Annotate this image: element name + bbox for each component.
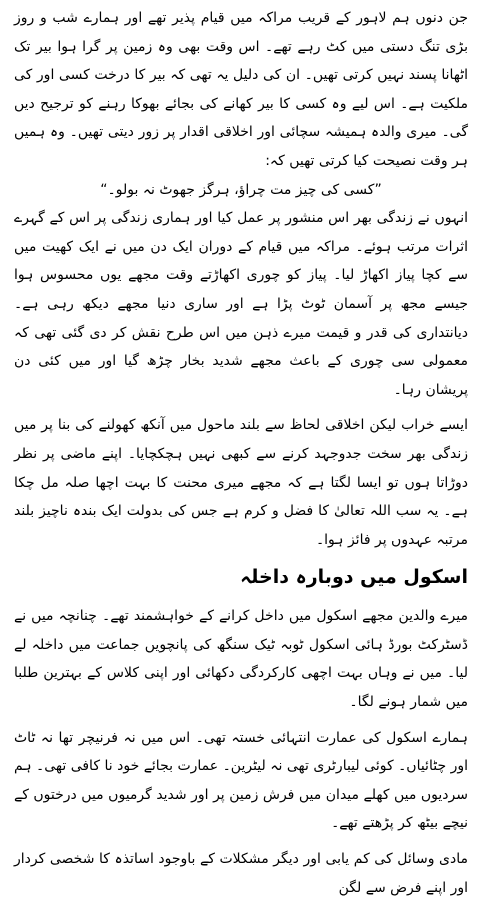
- mother-advice-quote: ”کسی کی چیز مت چراؤ، ہرگز جھوٹ نہ بولو۔“: [100, 181, 382, 198]
- paragraph-admission: میرے والدین مجھے اسکول میں داخل کرانے کے خواہشمند تھے۔ چنانچہ میں نے ڈسٹرکٹ بورڈ ہائی اسکول ٹوبہ ٹیک سنگھ کی پانچویں جماعت میں داخلہ لے لیا۔ میں نے وہاں بہت اچھی کارکردگی دکھائی اور اپنی کلاس کے بہترین طلبا میں شمار ہونے لگا۔: [14, 608, 468, 711]
- section-heading: اسکول میں دوبارہ داخلہ: [240, 566, 468, 589]
- paragraph-mother-honesty: جن دنوں ہم لاہور کے قریب مراکہ میں قیام پذیر تھے اور ہمارے شب و روز بڑی تنگ دستی میں کٹ رہے تھے۔ اس وقت بھی وہ زمین پر گرا ہوا بیر تک اٹھانا پسند نہیں کرتی تھیں۔ ان کی دلیل یہ تھی کہ بیر کا درخت کسی اور کی ملکیت ہے۔ اس لیے وہ کسی کا بیر کھانے کی بجائے بھوکا رہنے کو ترجیح دیں گی۔ میری والدہ ہمیشہ سچائی اور اخلاقی اقدار پر زور دیتی تھیں۔ وہ ہمیں ہر وقت نصیحت کیا کرتی تھیں کہ:: [14, 10, 468, 169]
- paragraph-reflection: ایسے خراب لیکن اخلاقی لحاظ سے بلند ماحول میں آنکھ کھولنے کی بنا پر میں زندگی بھر سخت جدوجہد کرنے سے کبھی نہیں ہچکچایا۔ اپنے ماضی پر نظر دوڑاتا ہوں تو ایسا لگتا ہے کہ مجھے میری محنت کا بہت اچھا صلہ مل چکا ہے۔ یہ سب اللہ تعالیٰ کا فضل و کرم ہے جس کی بدولت ایک بندہ ناچیز بلند مرتبہ عہدوں پر فائز ہوا۔: [14, 417, 468, 548]
- paragraph-school-building: ہمارے اسکول کی عمارت انتہائی خستہ تھی۔ اس میں نہ فرنیچر تھا نہ ٹاٹ اور چٹائیاں۔ کوئی لیبارٹری تھی نہ لیٹرین۔ عمارت بجائے خود نا کافی تھی۔ ہم سردیوں میں کھلے میدان میں فرش زمین پر اور شدید گرمیوں میں درختوں کے نیچے بیٹھ کر پڑھتے تھے۔: [14, 729, 468, 832]
- paragraph-teachers: مادی وسائل کی کم یابی اور دیگر مشکلات کے باوجود اساتذہ کا شخصی کردار اور اپنے فرض سے لگن: [14, 851, 468, 896]
- paragraph-onion-incident: انہوں نے زندگی بھر اس منشور پر عمل کیا اور ہماری زندگی پر اس کے گہرے اثرات مرتب ہوئے۔ مراکہ میں قیام کے دوران ایک دن میں نے ایک کھیت میں سے کچا پیاز اکھاڑ لیا۔ پیاز کو چوری اکھاڑتے وقت مجھے یوں محسوس ہوا جیسے مجھ پر آسمان ٹوٹ پڑا ہے اور ساری دنیا مجھے دیکھ رہی ہے۔ دیانتداری کی قدر و قیمت میرے ذہن میں اس طرح نقش کر دی گئی تھی کہ معمولی سی چوری کے باعث مجھے شدید بخار چڑھ گیا اور میں کئی دن پریشان رہا۔: [14, 210, 468, 398]
